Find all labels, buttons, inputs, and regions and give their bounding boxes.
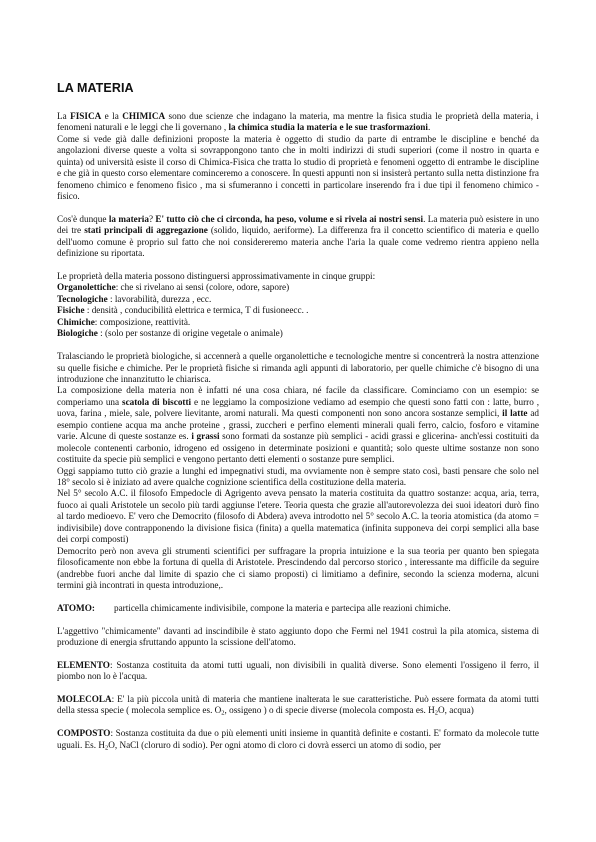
keyword-stati-aggregazione: stati principali di aggregazione [84, 225, 208, 236]
text: : Sostanza costituita da due o più elementi uniti insieme in quantità definite e costanti. E' formato da molecole tutte uguali. Es. H [57, 728, 539, 750]
term-atomo: ATOMO: [57, 602, 95, 613]
text: e la [101, 111, 123, 121]
proprieta-desc: : che si rivelano ai sensi (colore, odore, sapore) [115, 282, 290, 293]
keyword-grassi: i grassi [191, 431, 220, 442]
text: e ne leggiamo la composizione vediamo ad esempio che questi sono fatti con : latte, burro , uova, farina , miele, sale, polvere lievitante, aromi naturali. Ma questi componenti non sono ancora sostanze semplici, [57, 396, 539, 419]
text: ad esempio contiene acqua ma anche proteine , grassi, zuccheri e perfino elementi minerali quali ferro, calcio, fosforo e vitamine varie. Alcune di queste sostanze es. [57, 408, 540, 442]
molecola-definition [57, 694, 539, 717]
materia-definition-paragraph [57, 214, 539, 260]
proprieta-item [57, 328, 539, 339]
text: (solido, liquido, aeriforme). La differenza fra il concetto scientifico di materia e quello dell'uomo comune è proprio sul fatto che noi considereremo materia anche l'aria la quale come vedremo rientra appieno nella definizione su riportata. [57, 225, 539, 259]
text: La composizione della materia non è infatti né una cosa chiara, né facile da classificare. Cominciamo con un esempio: se comperiamo una [57, 385, 539, 407]
keyword-scatola-biscotti: scatola di biscotti [122, 396, 192, 407]
page-title: LA MATERIA [57, 81, 134, 95]
materia-definition: E' tutto ciò che ci circonda, ha peso, volume e si rivela ai nostri sensi [155, 213, 424, 224]
proprieta-term: Biologiche [57, 328, 98, 339]
proprieta-list [57, 282, 539, 339]
text: sono formati da sostanze più semplici - acidi grassi e glicerina- anch'essi costituiti da molecole contenenti carbonio, idrogeno ed ossigeno in determinate posizioni e quantità; solo queste ultime sostanze non sono costituite da specie più semplici e vengono pertanto detti elementi o sostanze pure semplici. [57, 431, 540, 465]
proprieta-desc: : densità , conducibilità elettrica e termica, T di fusioneecc. . [84, 305, 309, 316]
elemento-desc: : Sostanza costituita da atomi tutti uguali, non divisibili in qualità diverse. Sono elementi l'ossigeno il ferro, il piombo non lo è l'acqua. [57, 659, 539, 682]
intro-paragraph [57, 111, 539, 134]
text: ? [148, 213, 156, 224]
subscript: 2 [221, 709, 225, 717]
text: O, acqua) [438, 705, 474, 716]
term-molecola: MOLECOLA [57, 694, 112, 705]
keyword-chimica: CHIMICA [122, 111, 166, 121]
keyword-materia: la materia [108, 213, 149, 224]
proprieta-item [57, 282, 539, 293]
oggi-paragraph: Oggi sappiamo tutto ciò grazie a lunghi ed impegnativi studi, ma ovviamente non è sempre stato così, basti pensare che solo nel 18° secolo si è iniziato ad avere qualche cognizione scientifica della costituzione della materia. [57, 465, 539, 488]
term-elemento: ELEMENTO [57, 659, 110, 670]
atomo-definition [57, 603, 539, 614]
proprieta-term: Organolettiche [57, 282, 116, 293]
text: O, NaCl (cloruro di sodio). Per ogni atomo di cloro ci dovrà esserci un atomo di sodio, per [108, 739, 441, 750]
text: . [427, 122, 431, 133]
text: . La materia può esistere in uno dei tre [57, 213, 540, 236]
tralasciando-paragraph: Tralasciando le proprietà biologiche, si accennerà a quelle organolettiche e tecnologiche mentre si concentrerà la nostra attenzione su quelle fisiche e chimiche. Per le proprietà fisiche si rimanda agli appunti di laboratorio, per quelle chimiche c'è bisogno di una introduzione che innanzitutto le chiarisca. [57, 351, 539, 384]
proprieta-item [57, 294, 539, 305]
aggettivo-paragraph: L'aggettivo "chimicamente" davanti ad inscindibile è stato aggiunto dopo che Fermi nel 1941 costruì la pila atomica, sistema di produzione di energia sfruttando appunto la scissione dell'atomo. [57, 625, 539, 648]
proprieta-desc: : (solo per sostanze di origine vegetale o animale) [97, 328, 283, 339]
chimica-definition: la chimica studia la materia e le sue trasformazioni [228, 122, 428, 133]
text: La [57, 111, 71, 121]
text: : E' la più piccola unità di materia che mantiene inalterata le sue caratteristiche. Può essere formata da atomi tutti della stessa specie ( molecola semplice es. O [57, 694, 539, 716]
proprieta-item [57, 305, 539, 316]
keyword-latte: il latte [502, 408, 528, 419]
proprieta-desc: : composizione, reattività. [94, 316, 191, 327]
term-composto: COMPOSTO [57, 728, 111, 739]
subscript: 2 [434, 709, 439, 717]
keyword-fisica: FISICA [70, 111, 102, 121]
composizione-paragraph [57, 385, 539, 465]
subscript: 2 [104, 744, 109, 752]
empedocle-paragraph: Nel 5° secolo A.C. il filosofo Empedocle di Agrigento aveva pensato la materia costituita da quattro sostanze: acqua, aria, terra, fuoco ai quali Aristotele un secolo più tardi aggiunse l'etere. Teoria questa che grazie all'autorevolezza dei suoi ideatori durò fino al tardo medioevo. E' vero che Democrito (filosofo di Abdera) aveva introdotto nel 5° secolo A.C. la teoria atomistica (da atomo = indivisibile) dove contrapponendo la divisione fisica (finita) a quella matematica (infinita supponeva dei corpi semplici alla base dei corpi composti) [57, 488, 539, 545]
democrito-paragraph: Democrito però non aveva gli strumenti scientifici per suffragare la propria intuizione e la sua teoria per quanto ben spiegata filosoficamente non ebbe la fortuna di quella di Aristotele. Prescindendo dal percorso storico , interessante ma difficile da seguire (andrebbe fuori anche dal limite di spazio che ci siamo proposti) ci limitiamo a definire, secondo la scienza moderna, alcuni termini già incontrati in questa introduzione,. [57, 545, 539, 591]
elemento-definition [57, 660, 539, 683]
document-body [57, 111, 539, 751]
proprieta-term: Fisiche [57, 305, 85, 316]
proprieta-term: Chimiche [57, 316, 95, 327]
proprieta-desc: : lavorabilità, durezza , ecc. [107, 293, 212, 304]
proprieta-item [57, 317, 539, 328]
intro-continuation: Come si vede già dalle definizioni proposte la materia è oggetto di studio da parte di entrambe le discipline e benché da angolazioni diverse queste a volta si sovrappongono tanto che in molti indirizzi di studi superiori (come il nostro in quarta e quinta) od università esiste il corso di Chimica-Fisica che tratta lo studio di proprietà e fenomeni oggetto di entrambe le discipline e che già in questo corso elementare cominceremo a conoscere. In questi appunti non si insisterà pertanto sulla netta distinzione fra fenomeno chimico e fenomeno fisico , ma si sfumeranno i concetti in particolare inserendo fra i due tipi il fenomeno chimico - fisico. [57, 133, 539, 202]
text: Cos'è dunque [57, 213, 109, 224]
proprieta-intro: Le proprietà della materia possono distinguersi approssimativamente in cinque gruppi: [57, 271, 376, 282]
composto-definition [57, 728, 539, 751]
text: sono due scienze che indagano la materia, ma mentre la fisica studia le proprietà della materia, i fenomeni naturali e le leggi che li governano , [57, 111, 539, 133]
proprieta-term: Tecnologiche [57, 293, 108, 304]
text: , ossigeno ) o di specie diverse (molecola composta es. H [224, 705, 435, 716]
atomo-desc: particella chimicamente indivisibile, compone la materia e partecipa alle reazioni chimiche. [114, 602, 451, 613]
